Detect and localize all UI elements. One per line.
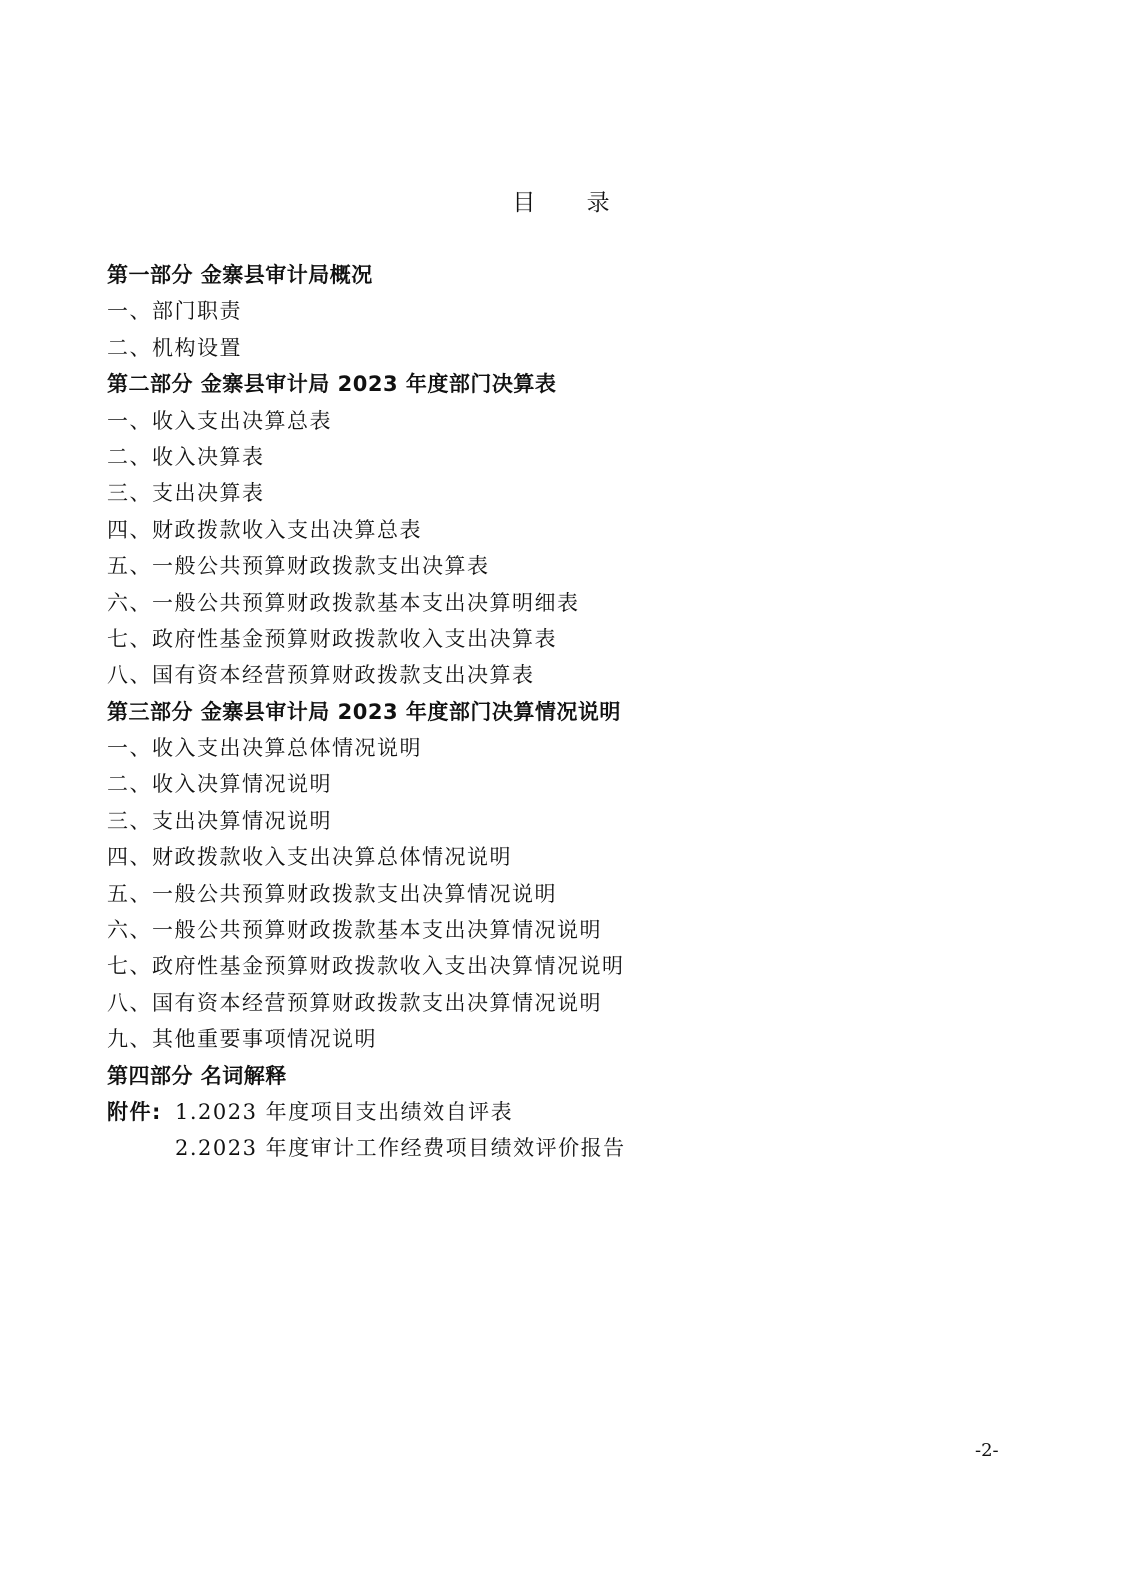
toc-item: 四、财政拨款收入支出决算总体情况说明 bbox=[107, 845, 512, 870]
toc-item: 七、政府性基金预算财政拨款收入支出决算情况说明 bbox=[107, 954, 625, 979]
page-title: 目 录 bbox=[512, 190, 632, 216]
toc-part-heading: 第三部分 金寨县审计局 2023 年度部门决算情况说明 bbox=[107, 699, 621, 724]
toc-item: 六、一般公共预算财政拨款基本支出决算情况说明 bbox=[107, 918, 602, 943]
toc-item: 九、其他重要事项情况说明 bbox=[107, 1027, 377, 1052]
toc-item: 六、一般公共预算财政拨款基本支出决算明细表 bbox=[107, 590, 580, 615]
table-of-contents bbox=[107, 257, 1027, 1167]
toc-item: 三、支出决算表 bbox=[107, 481, 265, 506]
annex-item: 1.2023 年度项目支出绩效自评表 bbox=[175, 1099, 514, 1124]
annex-label: 附件: bbox=[107, 1099, 162, 1124]
toc-part-heading: 第二部分 金寨县审计局 2023 年度部门决算表 bbox=[107, 372, 557, 397]
toc-item: 二、机构设置 bbox=[107, 335, 242, 360]
toc-item: 五、一般公共预算财政拨款支出决算表 bbox=[107, 554, 490, 579]
toc-part-heading: 第一部分 金寨县审计局概况 bbox=[107, 263, 373, 287]
annex-line bbox=[107, 1094, 1027, 1130]
toc-item: 八、国有资本经营预算财政拨款支出决算表 bbox=[107, 663, 535, 688]
page-number: -2- bbox=[975, 1440, 999, 1461]
toc-item: 三、支出决算情况说明 bbox=[107, 808, 332, 833]
toc-item: 四、财政拨款收入支出决算总表 bbox=[107, 517, 422, 542]
toc-item: 一、收入支出决算总体情况说明 bbox=[107, 736, 422, 761]
toc-item: 一、部门职责 bbox=[107, 299, 242, 324]
toc-item: 五、一般公共预算财政拨款支出决算情况说明 bbox=[107, 881, 557, 906]
toc-item: 一、收入支出决算总表 bbox=[107, 408, 332, 433]
toc-item: 八、国有资本经营预算财政拨款支出决算情况说明 bbox=[107, 990, 602, 1015]
annex-line bbox=[107, 1130, 1027, 1166]
toc-item: 二、收入决算表 bbox=[107, 444, 265, 469]
toc-item: 七、政府性基金预算财政拨款收入支出决算表 bbox=[107, 626, 557, 651]
toc-part-heading: 第四部分 名词解释 bbox=[107, 1063, 287, 1088]
toc-item: 二、收入决算情况说明 bbox=[107, 772, 332, 797]
annex-item: 2.2023 年度审计工作经费项目绩效评价报告 bbox=[175, 1136, 626, 1161]
